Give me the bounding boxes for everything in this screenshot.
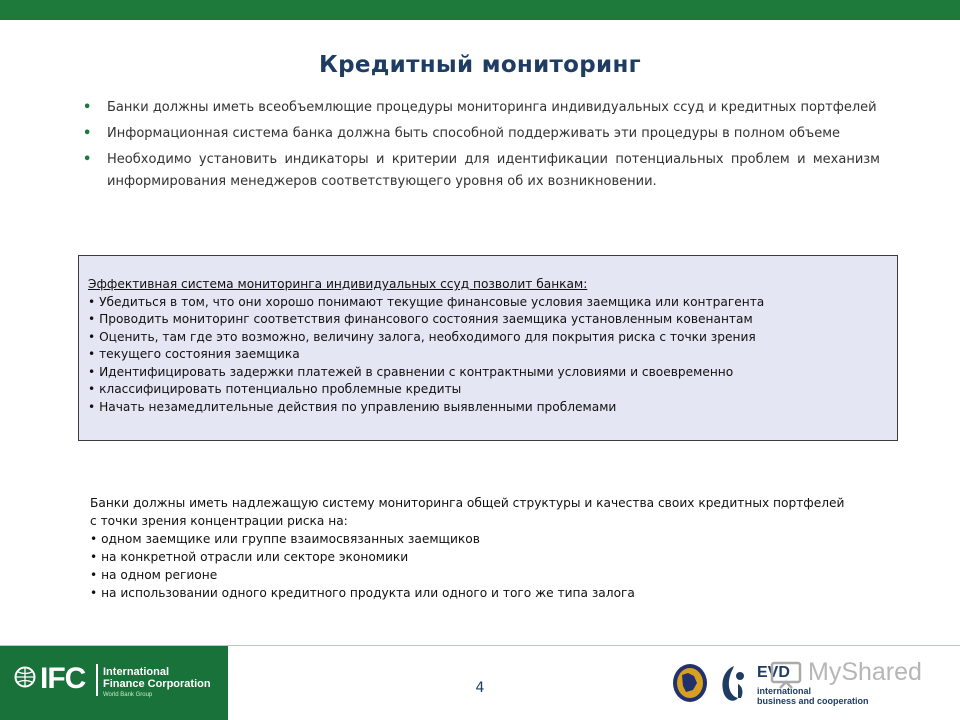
box-list-item: • Начать незамедлительные действия по управлению выявленными проблемами [88, 399, 617, 414]
portfolio-intro-line: Банки должны иметь надлежащую систему мониторинга общей структуры и качества своих кредитных портфелей [90, 496, 845, 510]
bullet-marker: • [83, 152, 92, 167]
box-list [88, 294, 887, 417]
bullet-text: Банки должны иметь всеобъемлющие процедуры мониторинга индивидуальных ссуд и кредитных портфелей [107, 100, 877, 115]
portfolio-intro-line: с точки зрения концентрации риска на: [90, 514, 348, 528]
globe-icon [14, 666, 36, 688]
portfolio-list-item: • на одном регионе [90, 568, 218, 582]
evd-symbol-icon [716, 662, 750, 704]
ifc-logo-panel [0, 646, 228, 720]
ifc-logo-text: IFC [40, 662, 86, 695]
box-list-item: • Проводить мониторинг соответствия финансового состояния заемщика установленным ковенантам [88, 312, 753, 326]
slide-footer [0, 646, 960, 720]
ifc-name-line: Finance Corporation [103, 678, 211, 690]
box-list-item: • текущего состояния заемщика [88, 347, 300, 361]
ifc-full-name [103, 666, 211, 690]
evd-subtitle-line: business and cooperation [757, 696, 869, 706]
bullet-item [82, 149, 880, 193]
ifc-subtitle: World Bank Group [103, 692, 153, 698]
portfolio-list-item: • одном заемщике или группе взаимосвязанных заемщиков [90, 532, 480, 546]
box-list-item: • Убедиться в том, что они хорошо понимают текущие финансовые условия заемщика или контрагента [88, 294, 765, 309]
monitoring-benefits-box [78, 255, 898, 441]
presentation-icon [770, 660, 802, 690]
bullet-item [82, 123, 880, 145]
bullet-marker: • [83, 100, 92, 115]
ifc-name-line: International [103, 666, 170, 678]
portfolio-list-item: • на конкретной отрасли или секторе экономики [90, 550, 409, 564]
finland-emblem-icon [672, 663, 708, 703]
slide-title: Кредитный мониторинг [319, 52, 641, 78]
bullet-item [82, 97, 880, 119]
page-number: 4 [475, 680, 485, 696]
box-list-item: • Оценить, там где это возможно, величину залога, необходимого для покрытия риска с точки зрения [88, 329, 756, 344]
bullet-text: Информационная система банка должна быть способной поддерживать эти процедуры в полном объеме [107, 126, 841, 141]
portfolio-list-item: • на использовании одного кредитного продукта или одного и того же типа залога [90, 586, 635, 600]
evd-subtitle-line: international [757, 686, 812, 696]
top-accent-bar [0, 0, 960, 20]
box-list-item: • классифицировать потенциально проблемные кредиты [88, 382, 462, 396]
portfolio-list [90, 530, 890, 602]
main-bullet-list [82, 97, 880, 197]
evd-logo-text: EVD [757, 664, 790, 681]
bullet-text: Необходимо установить индикаторы и критерии для идентификации потенциальных проблем и механизм информирования менеджеров соответствующего уровня об их возникновении. [107, 152, 880, 189]
box-heading: Эффективная система мониторинга индивидуальных ссуд позволит банкам: [88, 277, 588, 291]
box-list-item: • Идентифицировать задержки платежей в сравнении с контрактными условиями и своевременно [88, 364, 734, 379]
bullet-marker: • [83, 126, 92, 141]
ifc-logo-separator [96, 664, 98, 696]
portfolio-concentration-block [90, 494, 890, 602]
watermark-text: MyShared [808, 658, 922, 686]
